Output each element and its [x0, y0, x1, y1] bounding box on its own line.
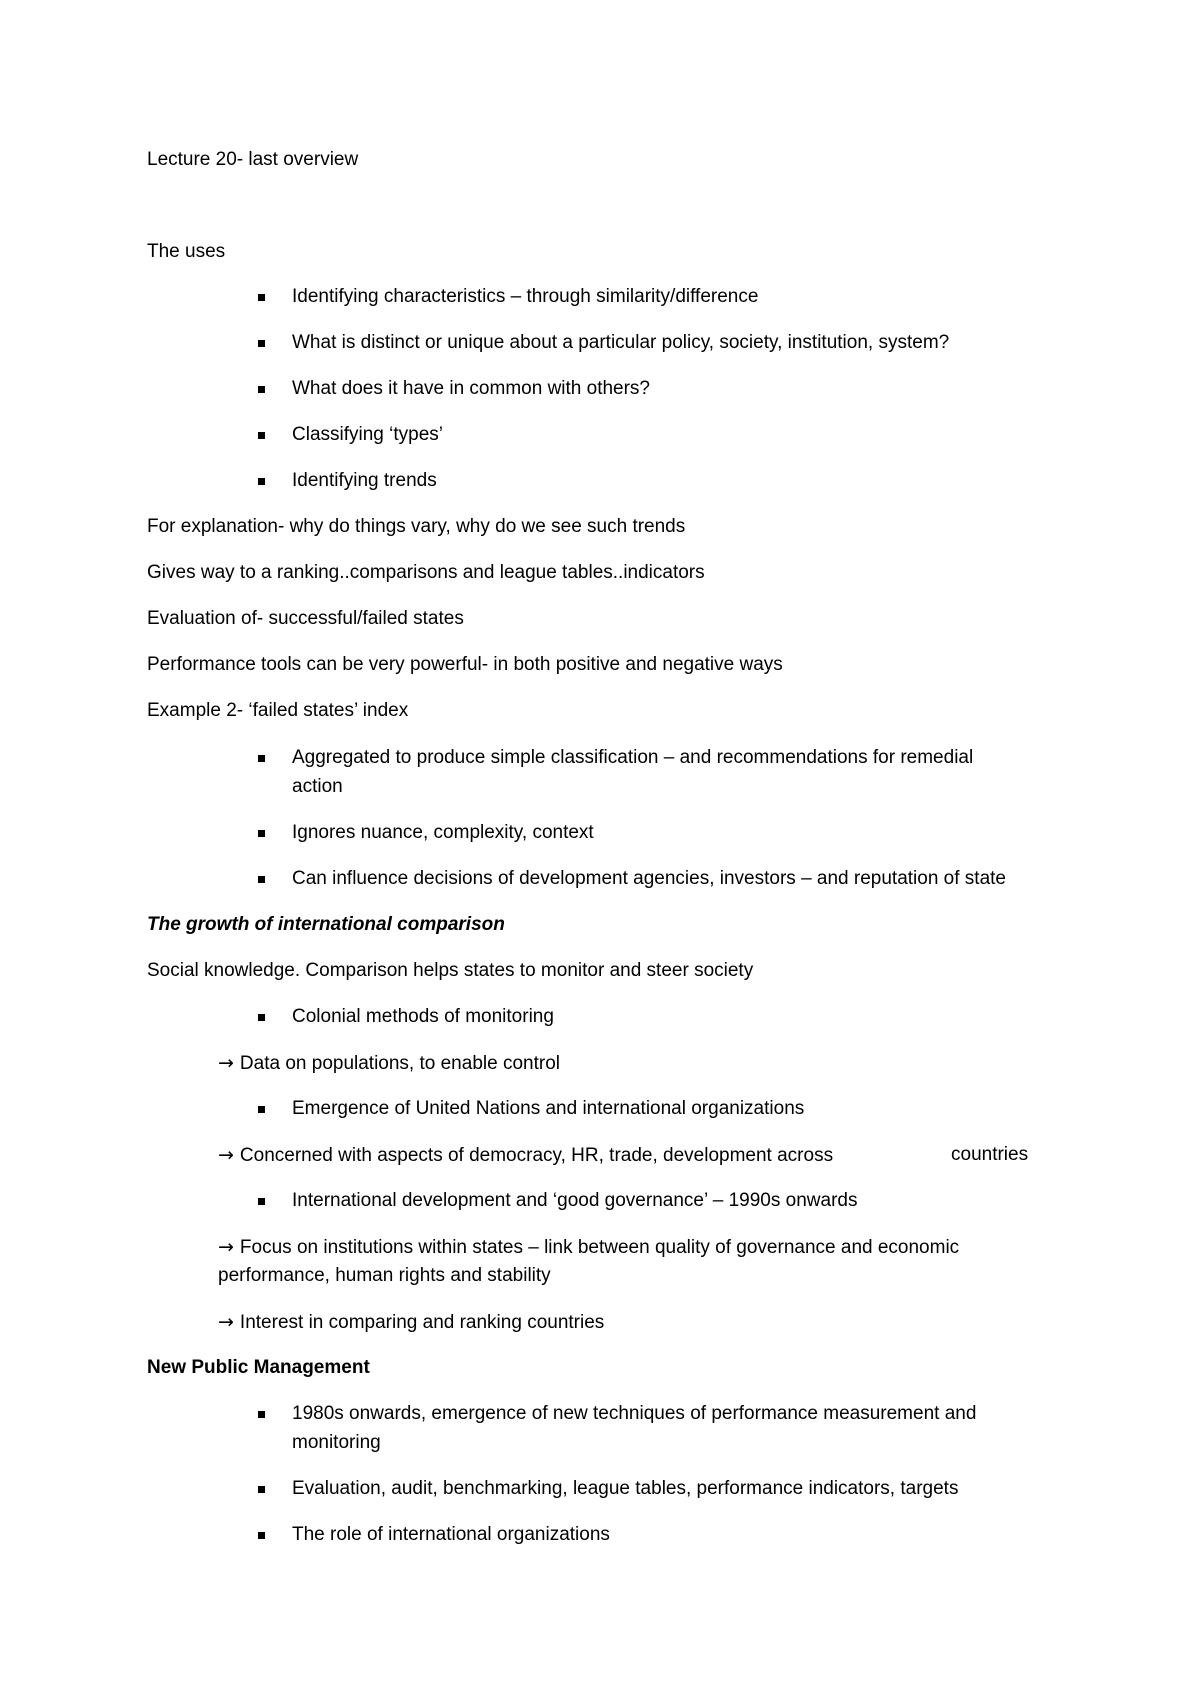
bullet-icon — [258, 294, 265, 301]
performance-paragraph: Performance tools can be very powerful- in both positive and negative ways — [147, 654, 783, 675]
ranking-paragraph: Gives way to a ranking..comparisons and league tables..indicators — [147, 562, 705, 583]
example-bullet-continued: action — [292, 776, 343, 797]
explanation-paragraph: For explanation- why do things vary, why do we see such trends — [147, 516, 686, 537]
uses-bullet: Identifying trends — [292, 470, 437, 491]
intl-dev-bullet: International development and ‘good governance’ – 1990s onwards — [292, 1190, 858, 1211]
bullet-icon — [258, 1014, 265, 1021]
bullet-icon — [258, 830, 265, 837]
data-arrow-text: Data on populations, to enable control — [239, 1053, 560, 1074]
bullet-icon — [258, 755, 265, 762]
data-arrow-item — [218, 1050, 560, 1077]
npm-bullet: The role of international organizations — [292, 1524, 610, 1545]
lecture-title: Lecture 20- last overview — [147, 149, 359, 170]
uses-bullet: What does it have in common with others? — [292, 378, 651, 399]
arrow-right-icon: → — [218, 1311, 234, 1333]
un-bullet: Emergence of United Nations and international organizations — [292, 1098, 805, 1119]
uses-bullet: Classifying ‘types’ — [292, 424, 443, 445]
interest-arrow-item — [218, 1309, 604, 1336]
concerned-arrow-text: Concerned with aspects of democracy, HR, trade, development across — [239, 1145, 834, 1166]
focus-arrow-text: Focus on institutions within states – link between quality of governance and economic — [239, 1237, 960, 1258]
arrow-right-icon: → — [218, 1052, 234, 1074]
bullet-icon — [258, 1486, 265, 1493]
focus-arrow-continued: performance, human rights and stability — [218, 1265, 551, 1286]
example-bullet: Ignores nuance, complexity, context — [292, 822, 594, 843]
bullet-icon — [258, 876, 265, 883]
uses-bullet: Identifying characteristics – through similarity/difference — [292, 286, 759, 307]
uses-bullet: What is distinct or unique about a particular policy, society, institution, system? — [292, 332, 950, 353]
arrow-right-icon: → — [218, 1144, 234, 1166]
concerned-arrow-item — [218, 1142, 833, 1169]
focus-arrow-item — [218, 1234, 959, 1261]
example-paragraph: Example 2- ‘failed states’ index — [147, 700, 409, 721]
social-paragraph: Social knowledge. Comparison helps states to monitor and steer society — [147, 960, 754, 981]
example-bullet: Can influence decisions of development agencies, investors – and reputation of state — [292, 868, 1007, 889]
uses-heading: The uses — [147, 241, 226, 262]
concerned-arrow-tail: countries — [951, 1144, 1029, 1165]
example-bullet: Aggregated to produce simple classification – and recommendations for remedial — [292, 747, 974, 768]
bullet-icon — [258, 432, 265, 439]
interest-arrow-text: Interest in comparing and ranking countries — [239, 1312, 605, 1333]
bullet-icon — [258, 478, 265, 485]
npm-bullet: Evaluation, audit, benchmarking, league tables, performance indicators, targets — [292, 1478, 959, 1499]
bullet-icon — [258, 340, 265, 347]
arrow-right-icon: → — [218, 1236, 234, 1258]
bullet-icon — [258, 1106, 265, 1113]
bullet-icon — [258, 1198, 265, 1205]
npm-bullet: 1980s onwards, emergence of new techniques of performance measurement and — [292, 1403, 977, 1424]
npm-heading: New Public Management — [147, 1357, 370, 1378]
bullet-icon — [258, 1411, 265, 1418]
colonial-bullet: Colonial methods of monitoring — [292, 1006, 554, 1027]
growth-heading: The growth of international comparison — [147, 914, 505, 935]
evaluation-paragraph: Evaluation of- successful/failed states — [147, 608, 464, 629]
npm-bullet-continued: monitoring — [292, 1432, 381, 1453]
bullet-icon — [258, 386, 265, 393]
bullet-icon — [258, 1532, 265, 1539]
